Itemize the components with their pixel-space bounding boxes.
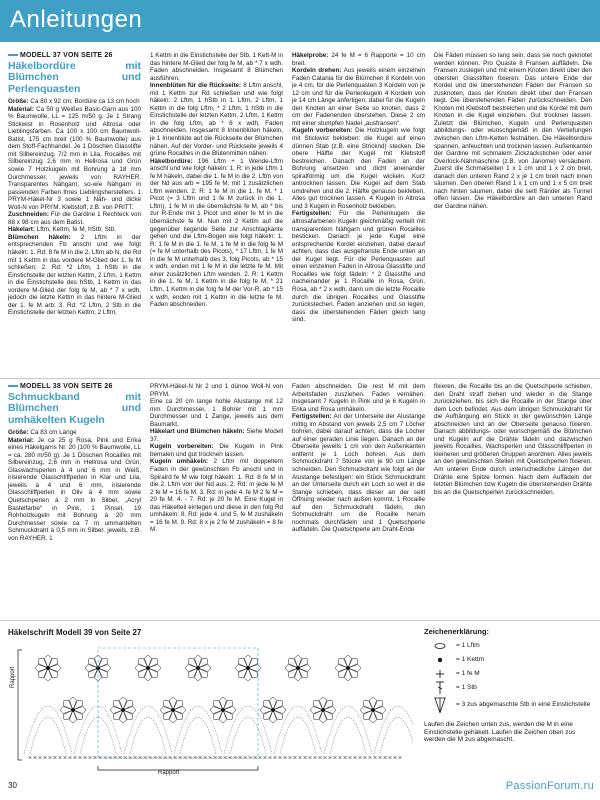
paragraph-body: Faden abschneiden. Die rest M mit dem Arbeitsfaden zusziehen. Faden vernähen. Insgesamt 7 Kugeln in Pink und je 6 Kugeln in Erika und Rosa umhäkeln. <box>292 383 425 413</box>
single-crochet-mark <box>64 756 67 759</box>
paragraph-lead: Kugeln umhäkeln: <box>150 458 209 466</box>
model38-tag: MODELL 38 VON SEITE 26 <box>8 383 141 391</box>
single-crochet-mark <box>274 756 277 759</box>
single-crochet-mark <box>144 756 147 759</box>
single-crochet-mark <box>329 756 332 759</box>
paragraph-body: Die Kugeln in Pink bemalen und gut trocknen lassen. <box>150 443 283 458</box>
paragraph-body: Für die Gardine 1 Rechteck von 88 x 98 cm aus dem Batist. <box>8 211 141 226</box>
single-crochet-mark <box>314 756 317 759</box>
flower-center <box>146 666 150 670</box>
legend-label-cluster: = 3 zus abgemaschte Stb in eine Einstichstelle <box>456 701 591 709</box>
flower-center <box>221 708 225 712</box>
single-crochet-mark <box>194 756 197 759</box>
single-crochet-mark <box>379 756 382 759</box>
paragraph-body: Siehe Modell 37. <box>150 428 284 443</box>
single-crochet-mark <box>124 756 127 759</box>
single-crochet-mark <box>244 756 247 759</box>
model38-column-3 <box>292 383 425 534</box>
single-crochet-mark <box>159 756 162 759</box>
paragraph-body: Eine ca 20 cm lange hohle Alustange mit 12 mm Durchmesser, 1 Bohrer mit 1 mm Durchmesser und 1 Zange, jeweils aus dem Baumarkt. <box>150 398 283 428</box>
chart-legend <box>424 628 594 744</box>
paragraph-body: fixieren, die Rocaille bis an die Quetschperle schieben, den Draht straff ziehen und wieder in die Stange zurückziehen, bis sich die Rocaille in der Stange über dem Loch befindet. Aus dem übrigen Schmuckdraht für die Aufhängung ein Stück in der gewünschten Länge abschneiden und an der Oberseite genauso fixieren. Danach abbildungs- oder wunschgemäß die Blümchen und Kugeln auf die Drähte fädeln und dazwischen jeweils Rocailles, Wachsperlen und Glasschliffperlen in kleineren und größeren Gruppen anordnen. Alles jeweils an den gewünschten Stellen mit Quetschperlen fixieren. Am unteren Ende durch unterschiedliche Längen der Drähte eine Spitze formen. Nach dem Auffädeln der letzten Blümchen bzw Kugeln die überstehenden Drähte bis an die Quetschperlen zurückschneiden. <box>434 383 592 496</box>
single-crochet-mark <box>219 756 222 759</box>
paragraph-body: 24 fe M = 6 Rapporte = 10 cm breit. <box>292 52 425 67</box>
paragraph-body: 2 Lftm in der entsprechenden Fb anschl und wie folgt häkeln: 1. Rd: 8 fe M in die 2. Lftm ab N, die Rd mit 1 Kettm in das vordere M-Glied der 1. fe M schließen; 2. Rd: *2 Lftm, 1 hStb in die Einstichstelle der letzten Kettm, 2 Lftm, 1 Kettm in die Einstichstelle des hStb, 1 Kettm in das vordere M-Glied der folg fe M, ab * 7 x wdh, jedoch die letzte Kettm in das hintere M-Glied der 1. fe M arb; 3. Rd: *2 Lftm, 2 Stb in die Einstichstelle der letzten Kettm, 2 Lftm, <box>8 233 142 317</box>
paragraph <box>292 210 425 323</box>
single-crochet-mark <box>399 756 402 759</box>
flower-center <box>46 666 50 670</box>
paragraph <box>8 429 141 437</box>
single-crochet-mark <box>374 756 377 759</box>
paragraph-body: Ca 80 x 92 cm; Bordüre ca 13 cm hoch <box>28 98 140 106</box>
single-crochet-mark <box>389 756 392 759</box>
single-crochet-mark <box>184 756 187 759</box>
legend-item-chain <box>424 639 594 653</box>
single-crochet-mark <box>139 756 142 759</box>
paragraph-body: Ca 83 cm Länge <box>28 429 77 437</box>
paragraph <box>150 443 283 458</box>
paragraph-lead: Häkelart: <box>8 226 35 234</box>
paragraph-body: PRYM-Häkel-N Nr 2 und 1 dünne Woll-N von PRYM. <box>150 383 283 398</box>
paragraph-lead: Material: <box>8 436 34 444</box>
legend-item-slip <box>424 653 594 667</box>
paragraph <box>150 428 283 443</box>
paragraph <box>434 52 592 210</box>
single-crochet-mark <box>224 756 227 759</box>
single-crochet-mark <box>384 756 387 759</box>
flower-center <box>321 708 325 712</box>
page-number: 30 <box>8 781 17 790</box>
paragraph <box>8 234 141 317</box>
single-crochet-mark <box>204 756 207 759</box>
paragraph-body: Für die Perlenkugeln die altrosafarbenen Kugeln gleichmäßig verteilt mit transparentem Nähgarn und grünen Rocailles besticken. Danach je jede Kugel eine entsprechende Kordel einziehen, dabei darauf achten, dass das ausgefranste Ende unten an der Kugel liegt. Für die Perlenquasten auf einen einzelnen Faden in Altrosa Glasstifte und Rocailles wie folgt fädeln: * 2 Glasstifte und nacheinander je 1 Rocaille in Rosa, Grün, Rosa, ab * 2 x wdh, dann um die letzte Rocaille durch die übrigen Rocailles und Glasstifte zurückstechen. Faden anziehen und so legen, dass die überstehenden Fäden gleich lang sind. <box>292 210 425 324</box>
single-crochet-mark <box>254 756 257 759</box>
single-crochet-mark <box>179 756 182 759</box>
chain-arch <box>230 717 266 754</box>
paragraph-body: Aus jeweils einem einzelnen Faden Catania für die Blümchen 8 Kordeln von je 4 cm, für die Perlenquasten 3 Kordeln von je 12 cm und für die Perlenkugeln 4 Kordeln von je 14 cm Länge anfertigen, dabei für die Kugeln den Knoten an einer Seite so knoten, dass 2 cm der Fadenenden überstehen. Diese 2 cm mit einer stumpfen Nadel „ausfransen“. <box>292 67 425 127</box>
single-crochet-mark <box>284 756 287 759</box>
model37-column-2 <box>150 52 283 309</box>
double-crochet-icon <box>424 681 456 695</box>
single-crochet-mark <box>154 756 157 759</box>
paragraph-lead: Fertigstellen: <box>292 413 332 421</box>
single-crochet-mark <box>134 756 137 759</box>
paragraph <box>292 67 425 127</box>
legend-label-double: = 1 Stb <box>456 684 477 691</box>
legend-item-cluster <box>424 695 594 715</box>
single-crochet-mark <box>94 756 97 759</box>
chart-repeat-horizontal-label: Rapport <box>158 770 180 776</box>
single-crochet-mark <box>394 756 397 759</box>
single-crochet-mark <box>299 756 302 759</box>
paragraph-body: Je ca 25 g Rosa, Pink und Erika eines Häkelgarns Nr. 20 (100 % Baumwolle, LL = ca. 280 m/50 g). Je 1 Döschen Rocailles mit Silbereinzug, 2,6 mm in Hellrosa und Grün, Glaswachsperlen à 4 und 6 mm in Weiß, irisierende Glasschliffperlen in Klar und Lila, jeweils à 4 und 6 mm, irisierende Glasschliffperlen in Oliv à 4 mm sowie Quetschperlen à 2 mm in Silber, „Acryl Bastelfarbe“ in Pink, 1 Pinsel, 19 Rohholzkugeln mit Bohrung à 20 mm Durchmesser sowie ca 7 m ummantelten Schmuckdraht à 0,5 mm in Silber, jeweils, z.B. von RAYHER. 1 <box>8 436 141 542</box>
model38-column-1 <box>8 383 141 542</box>
single-crochet-mark <box>369 756 372 759</box>
single-crochet-mark <box>54 756 57 759</box>
chain-arch <box>180 717 216 754</box>
single-crochet-mark <box>69 756 72 759</box>
paragraph <box>434 383 592 496</box>
single-crochet-mark <box>44 756 47 759</box>
legend-label-single: = 1 fe M <box>456 670 480 677</box>
paragraph <box>292 52 425 67</box>
single-crochet-mark <box>239 756 242 759</box>
slip-stitch-icon <box>424 656 456 664</box>
flower-center <box>121 708 125 712</box>
paragraph <box>8 226 141 234</box>
paragraph <box>292 413 425 534</box>
model37-column-3 <box>292 52 425 324</box>
legend-note: Laufen die Zeichen unten zus, werden die M in eine Einstichstelle gehäkelt. Laufen die Zeichen oben zus werden die M zus abgemascht. <box>424 721 576 743</box>
legend-title: Zeichenerklärung: <box>424 627 490 636</box>
model38-title: Schmuckband mit Blümchen und umhäkelten Kugeln <box>8 390 141 426</box>
single-crochet-icon <box>424 669 456 679</box>
single-crochet-mark <box>189 756 192 759</box>
single-crochet-mark <box>259 756 262 759</box>
flower-center <box>296 666 300 670</box>
paragraph <box>150 82 283 157</box>
section-title: Anleitungen <box>10 6 143 33</box>
single-crochet-mark <box>319 756 322 759</box>
single-crochet-mark <box>174 756 177 759</box>
single-crochet-mark <box>74 756 77 759</box>
single-crochet-mark <box>269 756 272 759</box>
single-crochet-mark <box>279 756 282 759</box>
legend-item-single <box>424 667 594 681</box>
paragraph-body: 196 Lftm + 1 Wende-Lftm anschl und wie folgt häkeln: 1. R: in jede Lftm 1 fe M häkeln, dabei die 1. fe M in die 2. Lftm von der Nd aus arb = 195 fe M, mit 1 zusätzlichen Lftm wenden. 2. R: 1 fe M in die 1. fe M, * 1 Picot (= 3 Lftm und 1 fe M zurück in die 1. Lftm), 1 fe M in die übernächste fe M, ab * bis zur R-Ende mit 1 Picot und einer fe M in die übernächste fe M. Nun mit 2 Kettm auf die gegenüber liegende Seite zur Anschlagkante gehen und die Lftm-Bogen wie folgt häkeln: 1. R: 1 fe M in die 1. fe M, 1 fe M in die folg fe M (= fe M unterhalb des Picots), * 17 Lftm, 1 fe M in die fe M unterhalb des 3. folg Picots, ab * 15 x wdh, enden mit 1 fe M in die letzte fe M. Mit einer zusätzlichen Lftm wenden. 2. R: 1 Kettm in die 1. fe M, 1 Kettm in die folg fe M, * 21 Lftm, 1 Kettm in die folg fe M der Vor-R, ab * 15 x wdh, enden mit 1 Kettm in die letzte fe M. Faden abschneiden. <box>150 157 283 309</box>
paragraph-lead: Häkelbordüre: <box>150 157 193 165</box>
single-crochet-mark <box>114 756 117 759</box>
chain-arch <box>380 717 413 754</box>
flower-center <box>346 666 350 670</box>
flower-center <box>271 708 275 712</box>
chain-arch <box>280 717 316 754</box>
single-crochet-mark <box>119 756 122 759</box>
single-crochet-mark <box>324 756 327 759</box>
single-crochet-mark <box>59 756 62 759</box>
single-crochet-mark <box>364 756 367 759</box>
site-watermark: PassionForum.ru <box>505 780 594 792</box>
repeat-bracket-vertical <box>18 650 22 760</box>
single-crochet-mark <box>79 756 82 759</box>
model37-column-4 <box>434 52 592 210</box>
flower-center <box>71 708 75 712</box>
paragraph-body: 8 Lftm anschl, mit 1 Kettm zur Rd schließen und wie folgt häkeln: 2 Lftm, 1 hStb in 1. Lftm, 2 Lftm, 1 Kettm in die folg Lftm, * 2 Lftm, 1 hStb in die Einstichstelle der letzten Kettm, 2 Lftm, 1 Kettm in die folg Lftm, ab * 6 x wdh, Faden abschneiden. Insgesamt 8 Innenblüten häkeln, je 1 Innenblüte auf die Rückseite der Blümchen nähen. Auf der Vorder- und Rückseite jeweils 4 grüne Rocailles in die Blütenmitten nähen. <box>150 82 283 158</box>
paragraph <box>150 158 283 309</box>
single-crochet-mark <box>339 756 342 759</box>
bead-stitch-icon <box>424 696 456 714</box>
model37-tag: MODELL 37 VON SEITE 26 <box>8 52 141 60</box>
crochet-chart <box>8 628 413 780</box>
paragraph-body: An der Unterseite der Alustange mittig im Abstand von jeweils 2,5 cm 7 Löcher bohren, dabei darauf achten, dass die Löcher auf einer geraden Linie liegen. Danach an der Oberseite jeweils 1 cm von den Außenkanten entfernt je 1 Loch bohren. Aus dem Schmuckdraht 7 Stücke von je 90 cm Länge schneiden. Den Schmuckdraht wie folgt an der Alustange befestigen: ein Stück Schmuckdraht an der Unterseite durch ein Loch so weit in die Stange schieben, dass dieser an der seitl Öffnung wieder nach außen kommt. 1 Rocaille auf den Schmuckdraht fädeln, den Schmuckdraht um die Rocaille herum nochmals durchfädeln und 1 Quetschperle auffädeln. Die Quetschperle am Draht-Ende <box>292 413 425 534</box>
model37-title: Häkelbordüre mit Blümchen und Perlenquasten <box>8 59 141 95</box>
single-crochet-mark <box>169 756 172 759</box>
flower-center <box>371 708 375 712</box>
legend-label-slip: = 1 Kettm <box>456 656 484 663</box>
single-crochet-mark <box>199 756 202 759</box>
paragraph-lead: Material: <box>8 105 34 113</box>
paragraph-lead: Innenblüten für die Rückseite: <box>150 82 242 90</box>
paragraph <box>8 106 141 212</box>
single-crochet-mark <box>129 756 132 759</box>
paragraph-lead: Kugeln vorbereiten: <box>150 443 214 451</box>
paragraph-lead: Kordeln drehen: <box>292 67 342 75</box>
paragraph <box>8 211 141 226</box>
paragraph-body: Die Holzkugeln wie folgt mit Stickwist bekleben: die Kugel auf einen dünnen Stab (z.B. eine Stricknd) stecken. Die obere Hälfte der Kugel mit Klebstoff bestreichen. Danach den Faden an der Bohrung ansetzen und dicht aneinander spiralförmig um die Kugel wickeln. Kurz antrocknen lassen. Die Kugel auf dem Stab umdrehen und die 2. Hälfte genauso bekleben. Alles gut trocknen lassen. 4 Kugeln in Altrosa und 3 Kugeln in Rosenholz bekleben. <box>292 127 426 210</box>
single-crochet-mark <box>264 756 267 759</box>
paragraph-lead: Häkelprobe: <box>292 52 329 59</box>
crochet-chart-diagram <box>8 640 413 780</box>
section-divider <box>0 378 600 379</box>
single-crochet-mark <box>34 756 37 759</box>
flower-center <box>246 666 250 670</box>
paragraph-body: Lftm, Kettm, fe M, hStb, Stb. <box>34 226 116 234</box>
paragraph-lead: Häkelart und Blümchen häkeln: <box>150 428 245 436</box>
single-crochet-mark <box>214 756 217 759</box>
single-crochet-mark <box>234 756 237 759</box>
paragraph-lead: Blümchen häkeln: <box>8 233 71 241</box>
section-divider-2 <box>0 620 600 621</box>
paragraph-lead: Fertigstellen: <box>292 210 332 218</box>
paragraph <box>150 383 283 398</box>
flower-center <box>196 666 200 670</box>
single-crochet-mark <box>89 756 92 759</box>
single-crochet-mark <box>209 756 212 759</box>
single-crochet-mark <box>359 756 362 759</box>
single-crochet-mark <box>304 756 307 759</box>
single-crochet-mark <box>289 756 292 759</box>
single-crochet-mark <box>109 756 112 759</box>
chain-arch <box>130 717 166 754</box>
single-crochet-mark <box>164 756 167 759</box>
section-header <box>0 0 600 42</box>
paragraph <box>150 52 283 82</box>
model38-column-2 <box>150 383 283 534</box>
single-crochet-mark <box>29 756 32 759</box>
chart-title: Häkelschrift Modell 39 von Seite 27 <box>8 628 142 637</box>
single-crochet-mark <box>104 756 107 759</box>
paragraph-body: Ca 50 g Weißes Basic-Garn aus 100 % Baumwolle, LL = 125 m/50 g. Je 1 Strang Stickwist in Rosenholz und Altrosa oder Lieblingsfarben. Ca 100 x 100 cm Baumwoll-Batist, 175 cm breit (100 % Baumwolle) aus dem Stoff-Fachhandel. Je 1 Döschen Glasstifte mit Silbereinzug, 7/2 mm in Lila, Rocailles mit Silbereinzug 2,6 mm in Hellrosa und Grün sowie 7 Holzkugeln mit Bohrung à 18 mm Durchmesser, jeweils von RAYHER. Transparentes Nähgarn, so-wie Nähgarn in passenden Farben Ihres Lieblingsherstellers. 1 PRYM-Häkel-Nr 3 sowie 1 Näh- und dicke Woll-N von PRYM. Klebstoff, z.B. von PRITT. <box>8 105 141 211</box>
chain-arch <box>30 717 66 754</box>
legend-item-double <box>424 681 594 695</box>
paragraph-lead: Kugeln vorbereiten: <box>292 127 353 135</box>
repeat-frame <box>98 648 258 758</box>
paragraph-body: 1 Kettm in die Einstichstelle der Stb, 1 Kett-M in das hintere M-Glied der folg fe M, ab * 7 x wdh. Faden abschneiden. Insgesamt 8 Blümchen ausführen. <box>150 52 283 82</box>
paragraph-lead: Größe: <box>8 98 29 106</box>
paragraph-body: 2 Lftm mit doppeltem Faden in der gewünschten Fb anschl und in Spiralrd fe M wie folgt häkeln: 1. Rd: 8 fe M in die 2. Lftm von der Nd aus. 2. Rd: in jede fe M 2 fe M = 16 fe M. 3. Rd: in jede 4. fe M 2 fe M = 20 fe M. 4. - 7. Rd: je 20 fe M. Eine Kugel in das Häkelteil einlegen und diese in den folg Rd umhäkeln: 8. Rd: jede 4. und 5. fe M zushäkeln = 16 fe M. 9. Rd: 8 x je 2 fe M zushäkeln = 8 fe M. <box>150 458 283 534</box>
paragraph <box>292 383 425 413</box>
single-crochet-mark <box>349 756 352 759</box>
single-crochet-mark <box>39 756 42 759</box>
paragraph <box>8 437 141 543</box>
paragraph <box>292 127 425 210</box>
chain-arch <box>330 717 366 754</box>
single-crochet-mark <box>334 756 337 759</box>
model37-column-1 <box>8 52 141 317</box>
single-crochet-mark <box>49 756 52 759</box>
paragraph <box>150 398 283 428</box>
chart-repeat-vertical-label: Rapport <box>10 666 16 688</box>
single-crochet-mark <box>354 756 357 759</box>
flower-center <box>171 708 175 712</box>
single-crochet-mark <box>99 756 102 759</box>
single-crochet-mark <box>149 756 152 759</box>
paragraph-lead: Größe: <box>8 429 29 437</box>
paragraph-body: Die Fäden müssen so lang sein, dass sie noch geknotet werden können. Pro Quaste 8 Fransen auffädeln. Die Fransen zuslegen und mit einem Knoten direkt über den obersten Glasstiften fixieren. Das untere Ende der Kordel und die überstehenden Fäden der Fransen so zusknoten, dass der Knoten direkt über den Fransen liegt. Die überstehenden Fäden zurückschneiden. Den Knoten mit Klebstoff bestreichen und die Kordel mit dem Knoten in die Kugel einziehen. Gut trocknen lassen. Zuletzt die Blümchen, Kugeln und Perlenquasten abbildungs- oder wunschgemäß in den Vertiefungen zwischen den Lftm-Ketten festnähen. Die Häkelbordüre spannen, anfeuchten und trocknen lassen. Außenkanten der Gardine mit schmalem Zickzackstichen oder einer Overlock-Nähmaschine (z.B. von Janome) versäubern. Zuerst die Schmalseiten 1 x 1 cm und 1 x 2 cm breit, danach den unteren Rand 2 x je 1 cm breit nach innen säumen. Den oberen Rand 1 x 1 cm und 1 x 5 cm breit nach hinten säumen, dabei die seitl Ränder als Tunnel offen lassen. Die Häkelbordüre an den unteren Rand der Gardine nähen. <box>434 52 592 210</box>
single-crochet-mark <box>249 756 252 759</box>
single-crochet-mark <box>309 756 312 759</box>
legend-label-chain: = 1 Lftm <box>456 642 480 649</box>
paragraph <box>8 98 141 106</box>
single-crochet-mark <box>294 756 297 759</box>
single-crochet-mark <box>84 756 87 759</box>
paragraph <box>150 458 283 533</box>
paragraph-lead: Zuschneiden: <box>8 211 49 219</box>
model38-column-4 <box>434 383 592 496</box>
single-crochet-mark <box>229 756 232 759</box>
chain-stitch-icon <box>424 642 456 650</box>
single-crochet-mark <box>344 756 347 759</box>
